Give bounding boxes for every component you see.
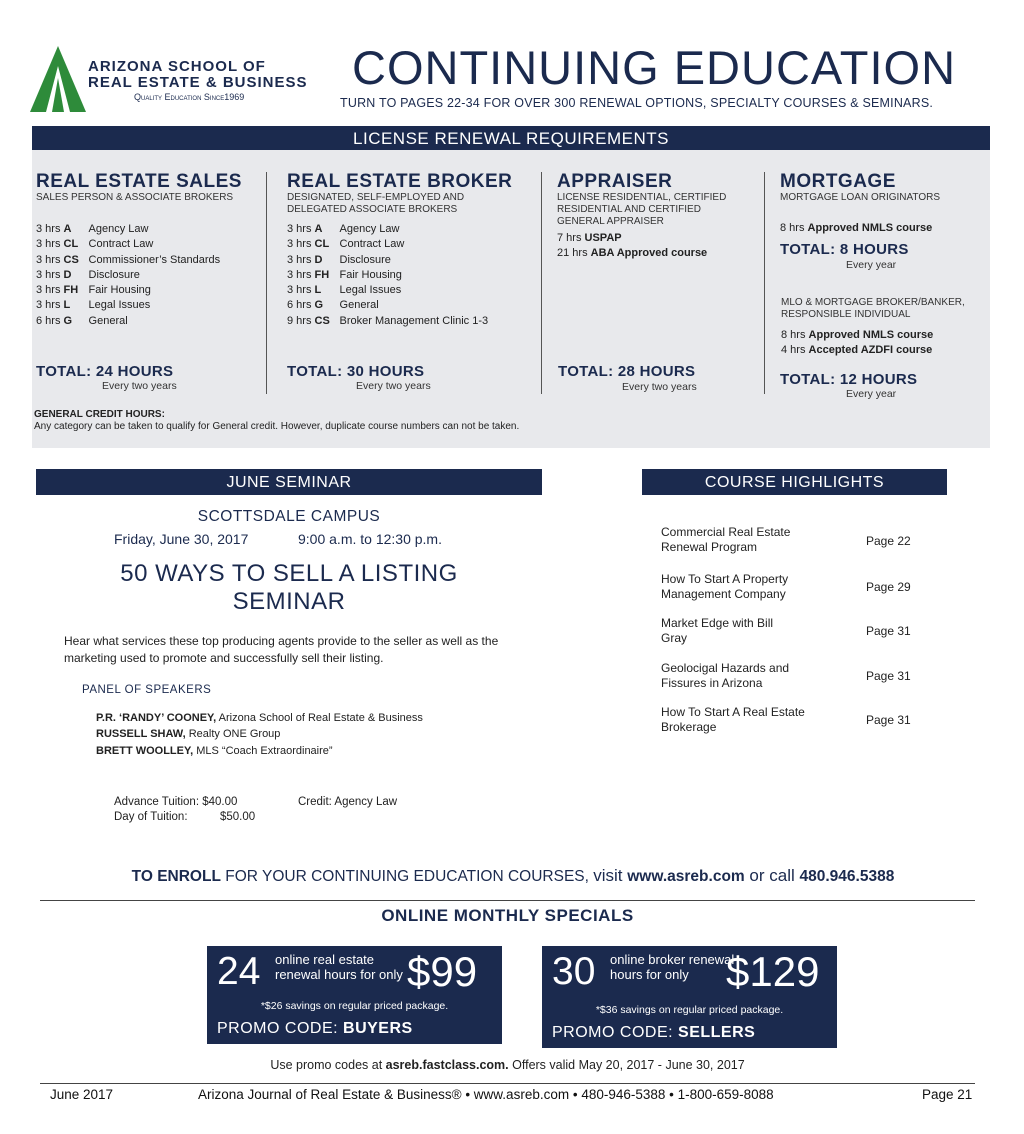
list-item: 3 hrs L Legal Issues [287,284,402,297]
mortgage-subtitle2: MLO & MORTGAGE BROKER/BANKER, RESPONSIBLE INDIVIDUAL [781,297,965,320]
highlight-title[interactable]: Market Edge with Bill Gray [661,616,774,645]
sales-items [36,222,220,329]
enroll-phone[interactable]: 480.946.5388 [799,868,895,885]
promo-hours: 24 [217,950,261,993]
appraiser-total: TOTAL: 28 HOURS [558,363,696,380]
list-item: 9 hrs CS Broker Management Clinic 1-3 [287,314,489,327]
list-item: 6 hrs G General [287,299,379,312]
promo-price: $99 [407,948,478,995]
seminar-heading: JUNE SEMINAR [36,469,542,495]
day-tuition-value: $50.00 [220,811,256,823]
list-item: 3 hrs CS Commissioner’s Standards [36,253,221,266]
promo-card-sellers [542,946,837,1048]
logo-tree-icon [30,44,88,114]
broker-items [287,222,488,329]
appraiser-frequency: Every two years [622,381,697,393]
sales-total: TOTAL: 24 HOURS [36,363,174,380]
column-divider [764,172,765,394]
broker-total: TOTAL: 30 HOURS [287,363,425,380]
list-item: 21 hrs ABA Approved course [557,247,708,260]
promo-code: PROMO CODE: SELLERS [552,1024,756,1041]
highlight-title[interactable]: Commercial Real Estate Renewal Program [661,525,791,554]
mortgage-items [780,221,932,236]
mortgage-column [780,172,990,204]
appraiser-subtitle: LICENSE RESIDENTIAL, CERTIFIED RESIDENTIAL AND CERTIFIED GENERAL APPRAISER [557,192,727,227]
highlight-page: Page 29 [866,580,911,594]
highlight-page: Page 31 [866,624,911,638]
highlight-title[interactable]: Geolocigal Hazards and Fissures in Arizona [661,661,790,690]
mortgage-frequency2: Every year [846,388,897,400]
appraiser-items [557,231,707,262]
promo-savings: *$36 savings on regular priced package. [595,1004,784,1016]
sales-subtitle: SALES PERSON & ASSOCIATE BROKERS [36,192,234,203]
list-item: 8 hrs Approved NMLS course [781,329,934,341]
list-item: 3 hrs A Agency Law [36,223,149,235]
broker-frequency: Every two years [356,380,431,392]
column-divider [541,172,542,394]
enroll-url-link[interactable]: www.asreb.com [627,868,745,885]
list-item: 6 hrs G General [36,314,128,327]
highlight-page: Page 31 [866,669,911,683]
broker-column [287,172,522,216]
online-specials-title: ONLINE MONTHLY SPECIALS [381,906,634,925]
promo-card-buyers [207,946,502,1044]
column-divider [266,172,267,394]
promo-savings: *$26 savings on regular priced package. [260,1000,449,1012]
seminar-credit: Credit: Agency Law [298,796,398,808]
general-credit-text: Any category can be taken to qualify for General credit. However, duplicate course numbers can not be taken. [34,421,520,432]
speaker: RUSSELL SHAW, Realty ONE Group [96,728,281,740]
list-item: 3 hrs CL Contract Law [36,238,154,251]
appraiser-column [557,172,757,228]
mortgage-total: TOTAL: 8 HOURS [780,241,909,258]
mortgage-items2 [781,328,933,359]
mortgage-total2: TOTAL: 12 HOURS [780,371,918,388]
footer-page-number: Page 21 [922,1087,973,1102]
seminar-title-line1: 50 WAYS TO SELL A LISTING [120,560,458,587]
footer-date: June 2017 [50,1087,114,1102]
mortgage-frequency: Every year [846,259,897,271]
advance-tuition: Advance Tuition: $40.00 [114,796,238,808]
enroll-line: TO ENROLL FOR YOUR CONTINUING EDUCATION COURSES, visit www.asreb.com or call 480.946.5388 [131,866,895,885]
list-item: 8 hrs Approved NMLS course [780,222,933,234]
promo-description: online broker renewal hours for only [610,952,735,982]
seminar-campus: SCOTTSDALE CAMPUS [197,508,381,525]
appraiser-title: APPRAISER [557,171,673,192]
sales-title: REAL ESTATE SALES [36,171,242,192]
logo-line1: ARIZONA SCHOOL OF [88,58,266,75]
list-item: 7 hrs USPAP [557,232,622,244]
logo-tagline: Quality Education Since1969 [134,92,245,102]
list-item: 3 hrs CL Contract Law [287,238,405,251]
general-credit-title: GENERAL CREDIT HOURS: [34,409,165,420]
divider [40,900,975,901]
sales-frequency: Every two years [102,380,177,392]
promo-hours: 30 [552,950,596,993]
seminar-title-line2: SEMINAR [232,588,346,615]
highlight-title[interactable]: How To Start A Property Management Company [661,572,789,601]
seminar-time: 9:00 a.m. to 12:30 p.m. [298,531,442,547]
day-tuition-label: Day of Tuition: [114,811,188,823]
school-logo [30,44,350,114]
highlight-page: Page 31 [866,713,911,727]
list-item: 3 hrs FH Fair Housing [36,284,151,297]
promo-code: PROMO CODE: BUYERS [217,1020,413,1037]
mortgage-title: MORTGAGE [780,171,896,192]
page-subtitle: TURN TO PAGES 22-34 FOR OVER 300 RENEWAL OPTIONS, SPECIALTY COURSES & SEMINARS. [340,96,934,110]
seminar-title [36,560,542,616]
speaker: BRETT WOOLLEY, MLS “Coach Extraordinaire” [96,745,333,757]
list-item: 3 hrs FH Fair Housing [287,268,402,281]
panel-title: PANEL OF SPEAKERS [82,684,212,696]
list-item: 3 hrs D Disclosure [36,268,140,281]
sales-column [36,172,261,204]
promo-price: $129 [726,948,820,995]
speaker: P.R. ‘RANDY’ COONEY, Arizona School of Real Estate & Business [96,712,423,724]
promo-description: online real estate renewal hours for only [275,952,403,982]
broker-subtitle: DESIGNATED, SELF-EMPLOYED AND DELEGATED ASSOCIATE BROKERS [287,192,465,215]
mortgage-subtitle: MORTGAGE LOAN ORIGINATORS [780,192,941,203]
list-item: 3 hrs A Agency Law [287,223,400,235]
seminar-description: Hear what services these top producing agents provide to the seller as well as the marketing used to promote and successfully sell their listing. [64,634,499,665]
page-title: CONTINUING EDUCATION [352,41,957,94]
logo-line2: REAL ESTATE & BUSINESS [88,74,308,91]
footer-divider [40,1083,975,1084]
requirements-heading: LICENSE RENEWAL REQUIREMENTS [32,126,990,150]
promo-url-link[interactable]: asreb.fastclass.com. [385,1058,509,1072]
promo-note: Use promo codes at asreb.fastclass.com. Offers valid May 20, 2017 - June 30, 2017 [270,1058,745,1072]
broker-title: REAL ESTATE BROKER [287,171,513,192]
list-item: 3 hrs D Disclosure [287,253,391,266]
highlight-page: Page 22 [866,534,911,548]
list-item: 3 hrs L Legal Issues [36,299,151,312]
highlight-title[interactable]: How To Start A Real Estate Brokerage [661,705,805,734]
seminar-date: Friday, June 30, 2017 [114,531,249,547]
list-item: 4 hrs Accepted AZDFI course [781,344,933,357]
footer-publication: Arizona Journal of Real Estate & Business® • www.asreb.com • 480-946-5388 • 1-800-659-8088 [198,1087,774,1102]
highlights-heading: COURSE HIGHLIGHTS [642,469,947,495]
